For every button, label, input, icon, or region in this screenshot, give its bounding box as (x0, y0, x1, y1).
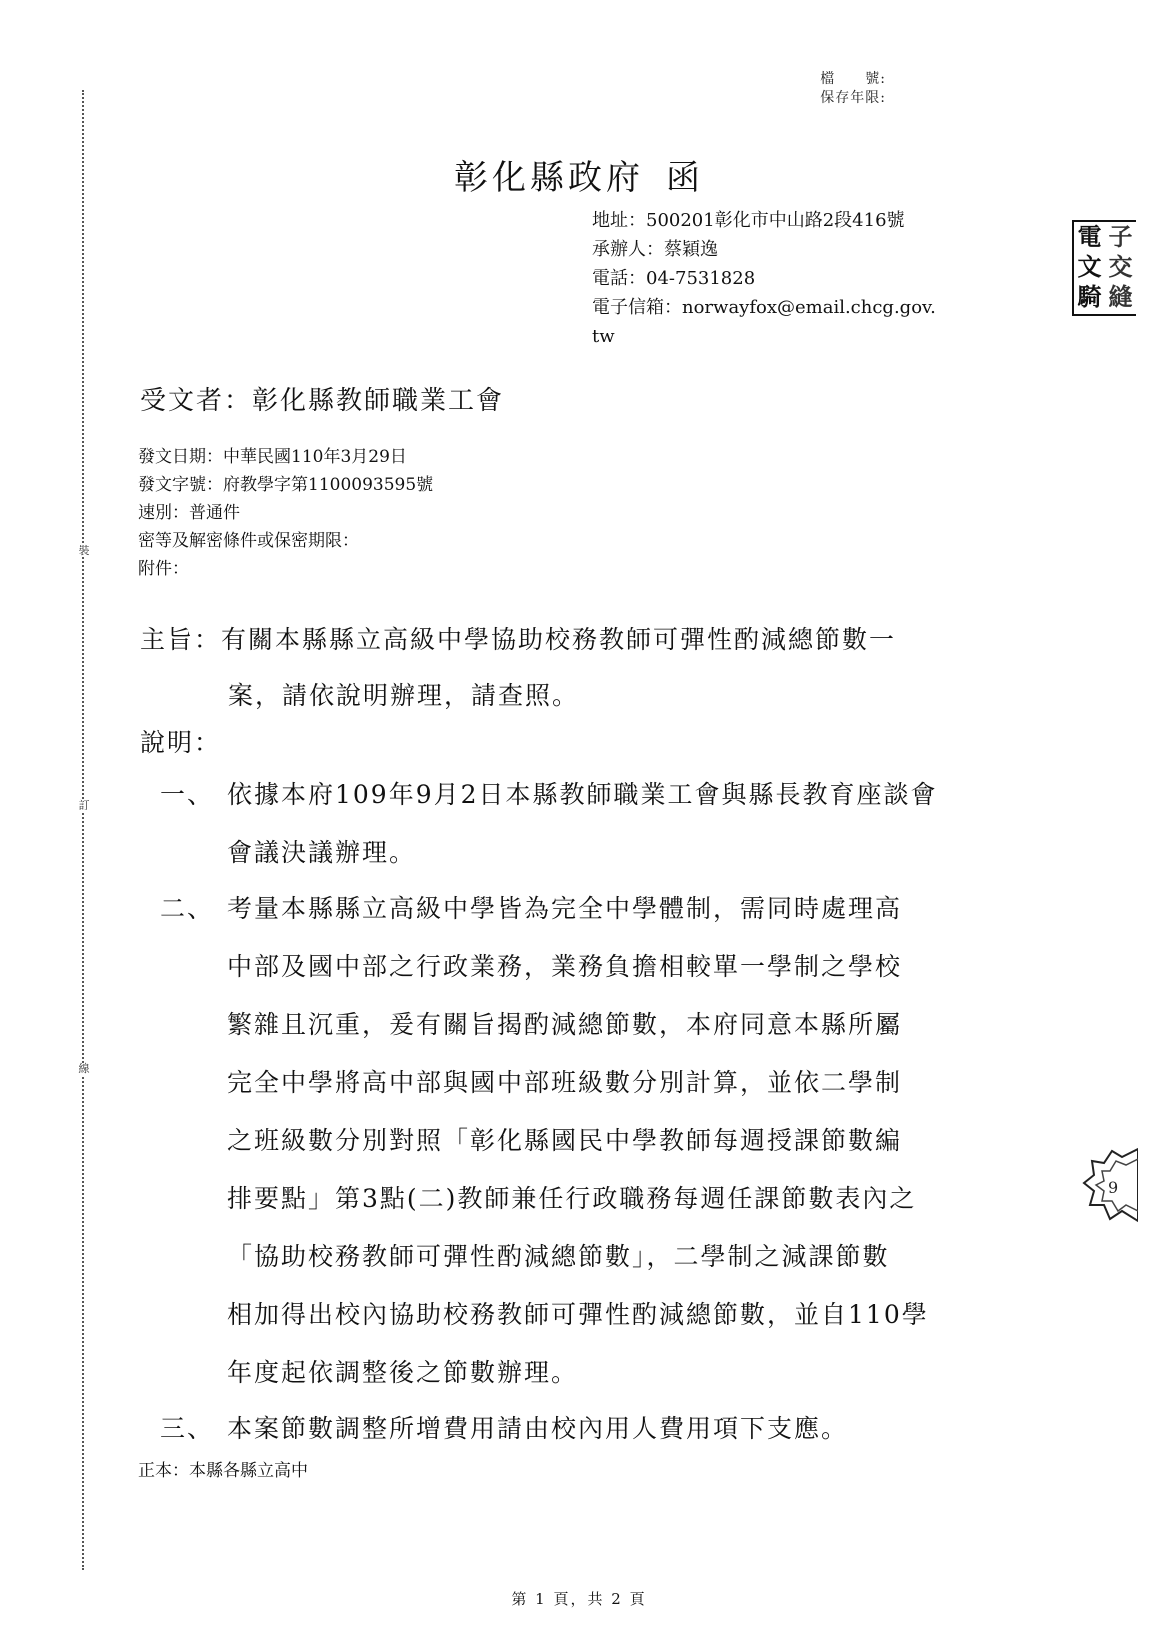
stamp-char: 電 (1077, 222, 1102, 251)
description-item-3 (160, 1400, 1030, 1458)
subject-line: 主旨：有關本縣縣立高級中學協助校務教師可彈性酌減總節數一 (140, 625, 897, 654)
issue-meta (138, 443, 433, 583)
item-number: 三、 (160, 1414, 215, 1443)
binding-line (82, 90, 84, 1570)
stamp-char: 子 (1108, 222, 1133, 251)
item-line: 排要點」第3點(二)教師兼任行政職務每週任課節數表內之 (227, 1184, 917, 1213)
item-line: 本案節數調整所增費用請由校內用人費用項下支應。 (227, 1414, 849, 1443)
description-item-2 (160, 880, 1030, 1402)
item-line: 相加得出校內協助校務教師可彈性酌減總節數，並自110學 (227, 1300, 929, 1329)
retention-label: 保存年限: (820, 90, 886, 106)
item-line: 完全中學將高中部與國中部班級數分別計算，並依二學制 (227, 1068, 903, 1097)
item-line: 年度起依調整後之節數辦理。 (227, 1358, 579, 1387)
issue-date: 發文日期：中華民國110年3月29日 (138, 447, 407, 467)
attachment: 附件： (138, 559, 189, 579)
e-document-stamp (1072, 220, 1136, 316)
binding-mark-zhuang: 裝 (76, 545, 92, 557)
item-line: 繁雜且沉重，爰有關旨揭酌減總節數，本府同意本縣所屬 (227, 1010, 903, 1039)
item-line: 「協助校務教師可彈性酌減總節數」，二學制之減課節數 (227, 1242, 890, 1271)
item-line: 會議決議辦理。 (227, 838, 417, 867)
sender-contact: 承辦人：蔡穎逸 (592, 239, 718, 260)
issue-number: 發文字號：府教學字第1100093595號 (138, 475, 434, 495)
file-meta (820, 70, 886, 108)
stamp-char: 騎 (1077, 282, 1102, 311)
sender-email-cont: tw (592, 326, 615, 347)
seal-icon (1082, 1145, 1138, 1225)
stamp-char: 文 (1077, 252, 1102, 281)
binding-mark-ding: 訂 (76, 800, 92, 812)
file-number-label: 檔 號: (820, 71, 886, 87)
issuing-organization: 彰化縣政府 (454, 158, 644, 198)
stamp-char: 交 (1108, 252, 1133, 281)
stamp-char: 縫 (1108, 282, 1133, 311)
item-number: 二、 (160, 894, 215, 923)
seal-text: 9 (1108, 1178, 1119, 1197)
subject (140, 612, 1020, 724)
item-line: 之班級數分別對照「彰化縣國民中學教師每週授課節數編 (227, 1126, 903, 1155)
document-title (0, 150, 1158, 199)
recipient: 受文者：彰化縣教師職業工會 (140, 386, 505, 416)
description-label: 說明： (140, 728, 222, 757)
page-number: 第 1 頁，共 2 頁 (511, 1590, 647, 1608)
item-line: 依據本府109年9月2日本縣教師職業工會與縣長教育座談會 (227, 780, 938, 809)
copy-to: 正本：本縣各縣立高中 (138, 1461, 308, 1481)
speed-class: 速別：普通件 (138, 503, 240, 523)
secrecy-level: 密等及解密條件或保密期限： (138, 531, 359, 551)
description-item-1 (160, 766, 1030, 882)
subject-line: 案，請依說明辦理，請查照。 (228, 681, 580, 710)
sender-email: 電子信箱：norwayfox@email.chcg.gov. (592, 297, 936, 318)
binding-mark-xian: 線 (76, 1063, 92, 1075)
sender-info (592, 206, 1012, 351)
document-type: 函 (666, 158, 704, 198)
item-line: 考量本縣縣立高級中學皆為完全中學體制，需同時處理高 (227, 894, 903, 923)
sender-phone: 電話：04-7531828 (592, 268, 756, 289)
sender-address: 地址：500201彰化市中山路2段416號 (592, 210, 905, 231)
item-number: 一、 (160, 780, 215, 809)
item-line: 中部及國中部之行政業務，業務負擔相較單一學制之學校 (227, 952, 903, 981)
